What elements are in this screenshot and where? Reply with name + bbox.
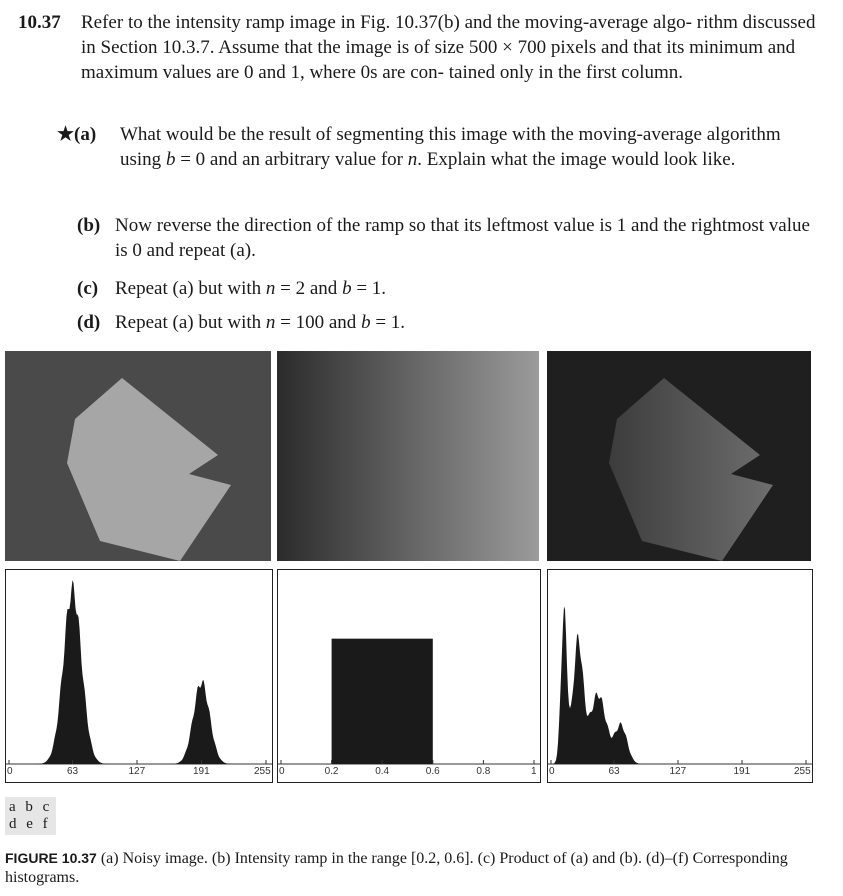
histogram-f-tick-label: 255 (794, 766, 811, 777)
histogram-d-tick-label: 63 (66, 766, 79, 777)
figure-caption-text: (a) Noisy image. (b) Intensity ramp in the range [0.2, 0.6]. (c) Product of (a) and (b). (d)–(f) Corresponding histograms. (5, 850, 788, 886)
histogram-d-tick-label: 127 (128, 766, 146, 777)
product-image-shape (547, 351, 811, 561)
histogram-d-tick-label: 0 (7, 766, 13, 777)
part-d (77, 310, 819, 335)
part-c-text: Repeat (a) but with n = 2 and b = 1. (115, 278, 387, 299)
histogram-f-plot (548, 570, 812, 782)
figure-caption (5, 849, 835, 887)
histogram-f-area (551, 606, 806, 764)
histogram-d-tick-label: 191 (192, 766, 210, 777)
panel-letters (5, 797, 56, 835)
histogram-e-tick-label: 0.2 (324, 766, 339, 777)
histogram-e-plot (278, 570, 540, 782)
part-b-text: Now reverse the direction of the ramp so that its leftmost value is 1 and the rightmost value is 0 and repeat (a). (115, 215, 810, 261)
problem-block (18, 10, 818, 85)
panel-letters-row2: d e f (9, 816, 51, 832)
part-d-text: Repeat (a) but with n = 100 and b = 1. (115, 312, 406, 333)
noisy-image-panel (5, 351, 271, 561)
part-a-text: What would be the result of segmenting this image with the moving-average algorithm using b = 0 and an arbitrary value for n. Explain what the image would look like. (120, 124, 781, 170)
histogram-e-bar (332, 639, 433, 764)
noisy-image-shape (5, 351, 271, 561)
part-c (77, 276, 819, 301)
part-d-label: (d) (77, 312, 101, 333)
figure-caption-label: FIGURE 10.37 (5, 850, 97, 866)
part-a (57, 122, 819, 172)
histogram-f-tick-label: 0 (549, 766, 555, 777)
part-b-label: (b) (77, 215, 101, 236)
histogram-d-area (9, 580, 266, 764)
part-b (77, 213, 819, 263)
part-c-label: (c) (77, 278, 99, 299)
problem-text: Refer to the intensity ramp image in Fig. 10.37(b) and the moving-average algo- rithm discussed in Section 10.3.7. Assume that the image is of size 500 × 700 pixels and that its minimum and maximum values are 0 and 1, where 0s are con- tained only in the first column. (81, 12, 816, 83)
histogram-e (277, 569, 541, 783)
histogram-e-tick-label: 0.8 (476, 766, 491, 777)
histogram-e-tick-label: 1 (531, 766, 537, 777)
histogram-e-tick-label: 0.4 (375, 766, 390, 777)
histogram-d (5, 569, 273, 783)
histogram-f-tick-label: 63 (608, 766, 620, 777)
histogram-e-tick-label: 0.6 (425, 766, 440, 777)
histogram-e-tick-label: 0 (279, 766, 285, 777)
problem-number: 10.37 (18, 12, 61, 33)
panel-letters-row1: a b c (9, 799, 53, 815)
histogram-f (547, 569, 813, 783)
histogram-f-tick-label: 127 (669, 766, 687, 777)
intensity-ramp-panel (277, 351, 539, 561)
histogram-d-plot (6, 570, 272, 782)
part-a-label: ★(a) (57, 124, 97, 145)
histogram-d-tick-label: 255 (254, 766, 271, 777)
product-image-panel (547, 351, 811, 561)
histogram-f-tick-label: 191 (733, 766, 751, 777)
